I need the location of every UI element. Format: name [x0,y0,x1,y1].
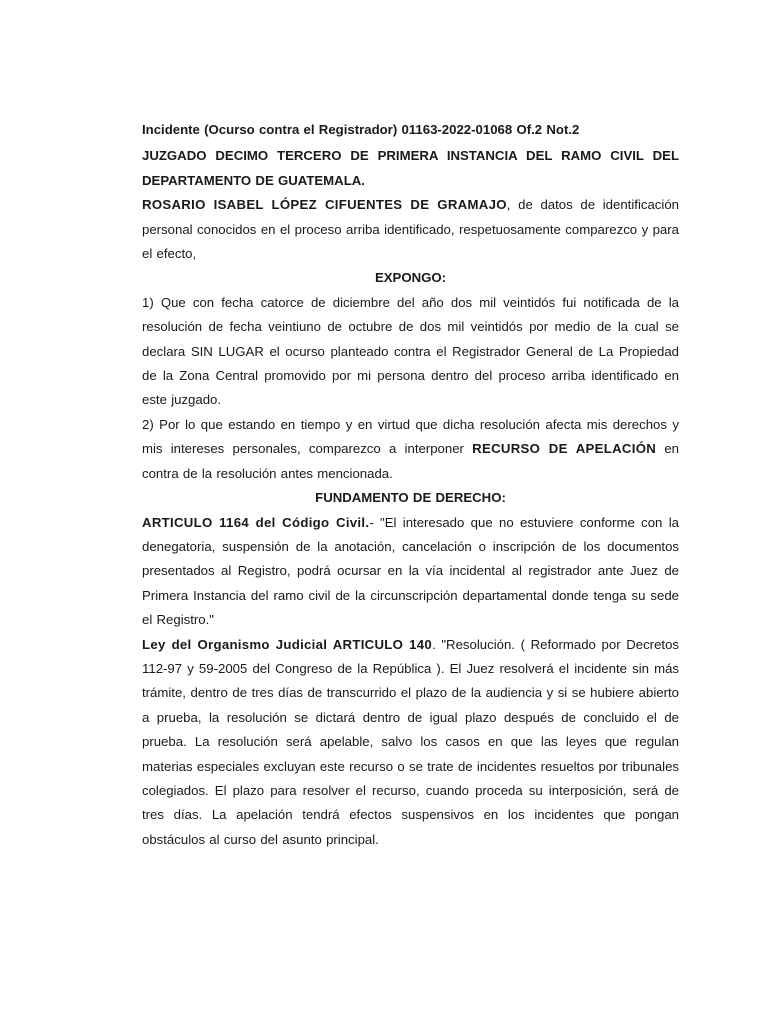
point-2-text-b: en contra de la resolución antes mencionada. [142,441,680,481]
article-1164-text: - "El interesado que no estuviere conforme con la denegatoria, suspensión de la anotación, cancelación o inscripción de los documentos presentados al Registro, podrá ocursar en la vía incidental al registrador ante Juez de Primera Instancia del ramo civil de la circunscripción departamental donde tenga su sede el Registro." [142,514,679,628]
point-2 [142,413,679,486]
expongo-heading: EXPONGO: [374,270,447,286]
intro-paragraph [142,193,679,266]
article-1164-paragraph [142,511,679,633]
loj-article-140-paragraph [142,633,679,853]
appeal-label: RECURSO DE APELACIÓN [472,441,657,457]
court-heading: JUZGADO DECIMO TERCERO DE PRIMERA INSTANCIA DEL RAMO CIVIL DEL DEPARTAMENTO DE GUATEMALA. [142,148,679,188]
intro-text: , de datos de identificación personal conocidos en el proceso arriba identificado, respetuosamente comparezco y para el efecto, [142,197,679,262]
loj-text: . "Resolución. ( Reformado por Decretos 112-97 y 59-2005 del Congreso de la República ). El Juez resolverá el incidente sin más trámite, dentro de tres días de transcurrido el plazo de la audiencia y si se hubiere abierto a prueba, la resolución se dictará dentro de igual plazo después de concluido el de prueba. La resolución será apelable, salvo los casos en que las leyes que regulan materias especiales excluyan este recurso o se trate de incidentes resueltos por tribunales colegiados. El plazo para resolver el recurso, cuando proceda su interposición, será de tres días. La apelación tendrá efectos suspensivos en los incidentes que pongan obstáculos al curso del asunto principal. [142,636,679,847]
document-page [142,118,679,852]
loj-label: Ley del Organismo Judicial ARTICULO 140 [142,636,433,652]
fundamento-heading: FUNDAMENTO DE DERECHO: [315,490,506,506]
point-1: 1) Que con fecha catorce de diciembre del año dos mil veintidós fui notificada de la resolución de fecha veintiuno de octubre de dos mil veintidós por medio de la cual se declara SIN LUGAR el ocurso planteado contra el Registrador General de La Propiedad de la Zona Central promovido por mi persona dentro del proceso arriba identificado en este juzgado. [142,294,679,408]
article-1164-label: ARTICULO 1164 del Código Civil. [142,514,370,530]
point-2-text-a: 2) Por lo que estando en tiempo y en virtud que dicha resolución afecta mis derechos y mis intereses personales, comparezco a interponer [142,416,679,457]
incident-title: Incidente (Ocurso contra el Registrador) 01163-2022-01068 Of.2 Not.2 [142,122,580,137]
petitioner-name: ROSARIO ISABEL LÓPEZ CIFUENTES DE GRAMAJO [142,197,507,213]
